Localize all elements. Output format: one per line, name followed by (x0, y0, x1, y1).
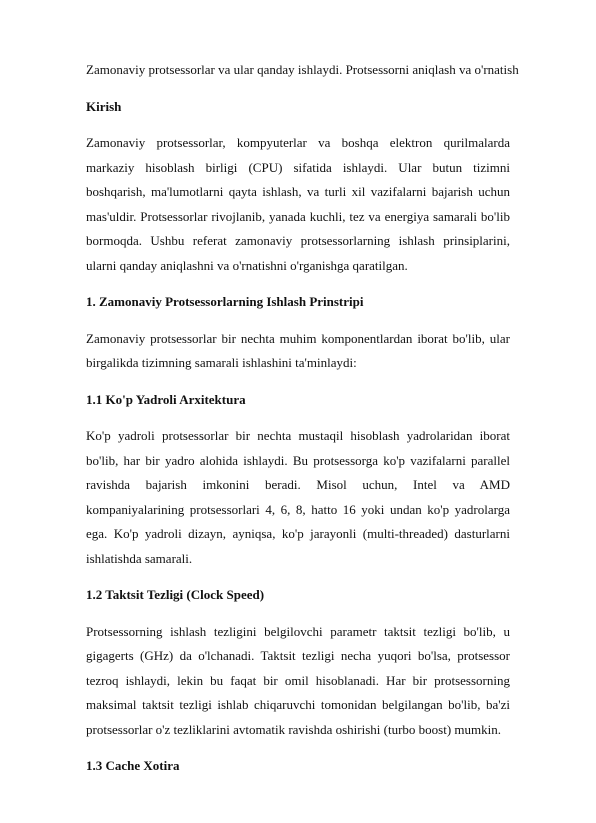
intro-heading: Kirish (86, 98, 122, 114)
intro-paragraph: Zamonaviy protsessorlar, kompyuterlar va boshqa elektron qurilmalarda markaziy hisoblash birligi (CPU) sifatida ishlaydi. Ular butun tizimni boshqarish, ma'lumotlarni qayta ishlash, va turli xil vazifalarni bajarish uchun mas'uldir. Protsessorlar rivojlanib, yanada kuchli, tez va energiya samarali bo'lib bormoqda. Ushbu referat zamonaviy protsessorlarning ishlash prinsiplarini, ularni qanday aniqlashni va o'rnatishni o'rganishga qaratilgan. (86, 135, 510, 273)
section-1-paragraph: Zamonaviy protsessorlar bir nechta muhim komponentlardan iborat bo'lib, ular birgalikda tizimning samarali ishlashini ta'minlaydi: (86, 330, 510, 370)
document-page (86, 58, 519, 779)
document-title: Zamonaviy protsessorlar va ular qanday ishlaydi. Protsessorni aniqlash va o'rnatish (86, 62, 519, 77)
section-1-1-heading: 1.1 Ko'p Yadroli Arxitektura (86, 391, 246, 407)
section-1-heading: 1. Zamonaviy Protsessorlarning Ishlash Prinstripi (86, 294, 364, 309)
section-1-2-heading: 1.2 Taktsit Tezligi (Clock Speed) (86, 587, 265, 602)
section-1-1-paragraph: Ko'p yadroli protsessorlar bir nechta mustaqil hisoblash yadrolaridan iborat bo'lib, har bir yadro alohida ishlaydi. Bu protsessorga ko'p vazifalarni parallel ravishda bajarish imkonini beradi. Misol uchun, Intel va AMD kompaniyalarining protsessorlari 4, 6, 8, hatto 16 yoki undan ko'p yadrolarga ega. Ko'p yadroli dizayn, ayniqsa, ko'p jarayonli (multi-threaded) dasturlarni ishlatishda samarali. (86, 428, 510, 566)
section-1-3-heading: 1.3 Cache Xotira (86, 758, 180, 773)
section-1-2-paragraph: Protsessorning ishlash tezligini belgilovchi parametr taktsit tezligi bo'lib, u gigagerts (GHz) da o'lchanadi. Taktsit tezligi necha yuqori bo'lsa, protsessor tezroq ishlaydi, lekin bu faqat bir omil hisoblanadi. Har bir protsessorning maksimal taktsit tezligi ishlab chiqaruvchi tomonidan belgilangan bo'lib, ba'zi protsessorlar o'z tezliklarini avtomatik ravishda oshirishi (turbo boost) mumkin. (86, 623, 510, 737)
